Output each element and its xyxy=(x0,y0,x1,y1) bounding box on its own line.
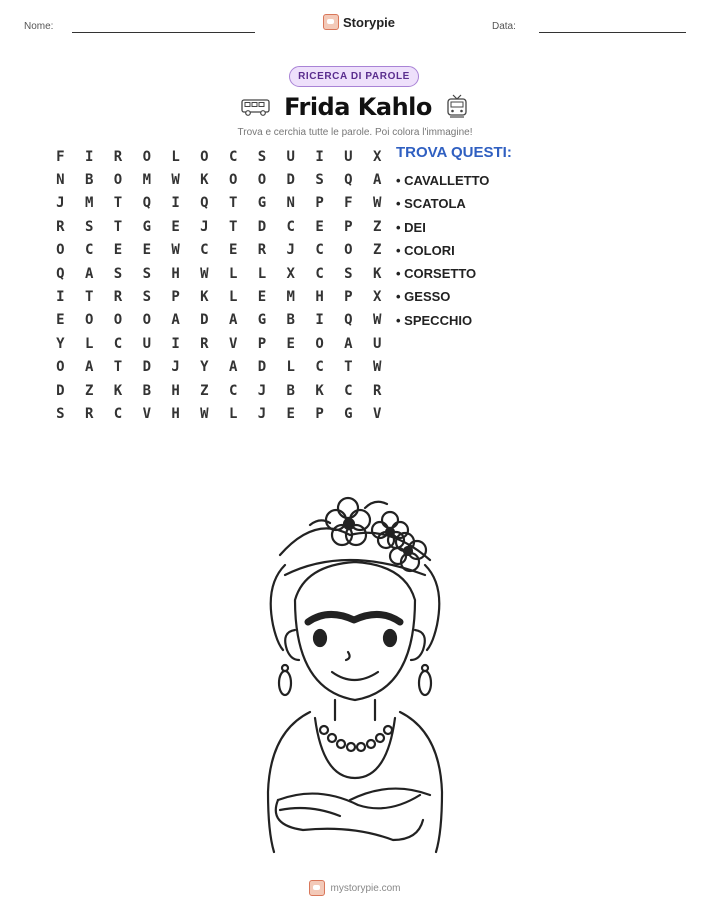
grid-letter[interactable]: G xyxy=(257,312,267,329)
word-search-grid[interactable] xyxy=(46,145,392,426)
grid-letter[interactable]: Z xyxy=(372,218,382,235)
grid-letter[interactable]: U xyxy=(142,335,151,352)
grid-letter[interactable]: S xyxy=(142,265,151,282)
grid-letter[interactable]: W xyxy=(171,172,180,189)
word-item: • DEI xyxy=(396,219,426,235)
grid-letter[interactable]: S xyxy=(257,148,267,165)
title-row xyxy=(240,92,470,122)
grid-letter[interactable]: B xyxy=(142,382,151,399)
grid-letter[interactable]: C xyxy=(344,382,353,399)
grid-row xyxy=(46,262,392,285)
grid-row xyxy=(46,309,392,332)
grid-letter[interactable]: Z xyxy=(372,242,382,259)
grid-letter[interactable]: O xyxy=(315,335,324,352)
grid-letter[interactable]: M xyxy=(84,195,94,212)
find-title: TROVA QUESTI: xyxy=(396,144,512,161)
grid-letter[interactable]: R xyxy=(84,405,94,422)
frida-kahlo-illustration xyxy=(240,480,470,860)
brand-name: Storypie xyxy=(343,14,396,30)
grid-letter[interactable]: I xyxy=(56,289,65,306)
grid-letter[interactable]: C xyxy=(315,359,324,376)
grid-letter[interactable]: A xyxy=(84,359,94,376)
grid-letter[interactable]: C xyxy=(286,218,295,235)
grid-letter[interactable]: I xyxy=(84,148,94,165)
grid-letter[interactable]: W xyxy=(372,312,382,329)
grid-letter[interactable]: Z xyxy=(84,382,94,399)
grid-row xyxy=(46,332,392,355)
grid-letter[interactable]: C xyxy=(84,242,94,259)
grid-letter[interactable]: D xyxy=(200,312,209,329)
grid-letter[interactable]: E xyxy=(56,312,65,329)
grid-letter[interactable]: R xyxy=(257,242,267,259)
grid-letter[interactable]: U xyxy=(286,148,295,165)
grid-letter[interactable]: J xyxy=(286,242,295,259)
grid-letter[interactable]: S xyxy=(344,265,353,282)
grid-letter[interactable]: S xyxy=(84,218,94,235)
grid-letter[interactable]: E xyxy=(228,242,238,259)
grid-letter[interactable]: O xyxy=(56,242,65,259)
grid-letter[interactable]: L xyxy=(228,265,238,282)
grid-letter[interactable]: E xyxy=(171,218,180,235)
grid-letter[interactable]: C xyxy=(200,242,209,259)
grid-letter[interactable]: G xyxy=(344,405,353,422)
grid-letter[interactable]: B xyxy=(286,312,295,329)
grid-letter[interactable]: O xyxy=(84,312,94,329)
name-line[interactable] xyxy=(72,32,255,33)
grid-letter[interactable]: D xyxy=(257,359,267,376)
grid-letter[interactable]: N xyxy=(56,172,65,189)
grid-row xyxy=(46,192,392,215)
grid-letter[interactable]: H xyxy=(171,265,180,282)
grid-letter[interactable]: T xyxy=(84,289,94,306)
grid-letter[interactable]: A xyxy=(228,359,238,376)
grid-letter[interactable]: V xyxy=(142,405,151,422)
grid-letter[interactable]: I xyxy=(315,312,324,329)
grid-letter[interactable]: L xyxy=(84,335,94,352)
footer xyxy=(300,880,410,896)
grid-letter[interactable]: C xyxy=(315,265,324,282)
grid-letter[interactable]: I xyxy=(171,195,180,212)
date-label: Data: xyxy=(492,21,516,32)
grid-letter[interactable]: E xyxy=(315,218,324,235)
grid-letter[interactable]: W xyxy=(171,242,180,259)
word-item: • SCATOLA xyxy=(396,196,466,212)
grid-letter[interactable]: E xyxy=(257,289,267,306)
grid-letter[interactable]: K xyxy=(200,172,209,189)
grid-letter[interactable]: O xyxy=(200,148,209,165)
grid-letter[interactable]: J xyxy=(257,405,267,422)
bus-icon xyxy=(240,96,272,118)
grid-letter[interactable]: G xyxy=(257,195,267,212)
grid-letter[interactable]: I xyxy=(171,335,180,352)
grid-letter[interactable]: C xyxy=(228,148,238,165)
grid-letter[interactable]: Q xyxy=(200,195,209,212)
grid-letter[interactable]: T xyxy=(228,218,238,235)
grid-letter[interactable]: W xyxy=(372,359,382,376)
grid-letter[interactable]: C xyxy=(228,382,238,399)
grid-letter[interactable]: P xyxy=(344,289,353,306)
grid-letter[interactable]: U xyxy=(372,335,382,352)
grid-letter[interactable]: J xyxy=(200,218,209,235)
grid-letter[interactable]: O xyxy=(113,312,123,329)
grid-row xyxy=(46,285,392,308)
storypie-logo-icon xyxy=(323,14,339,30)
grid-letter[interactable]: E xyxy=(286,335,295,352)
grid-letter[interactable]: H xyxy=(315,289,324,306)
grid-letter[interactable]: O xyxy=(228,172,238,189)
grid-letter[interactable]: X xyxy=(372,148,382,165)
grid-letter[interactable]: O xyxy=(257,172,267,189)
grid-letter[interactable]: D xyxy=(142,359,151,376)
grid-letter[interactable]: P xyxy=(315,195,324,212)
grid-letter[interactable]: D xyxy=(257,218,267,235)
grid-letter[interactable]: L xyxy=(228,405,238,422)
grid-letter[interactable]: S xyxy=(142,289,151,306)
grid-letter[interactable]: T xyxy=(113,359,123,376)
grid-letter[interactable]: A xyxy=(84,265,94,282)
grid-letter[interactable]: K xyxy=(372,265,382,282)
instructions: Trova e cerchia tutte le parole. Poi colora l'immagine! xyxy=(237,127,473,138)
grid-row xyxy=(46,145,392,168)
grid-letter[interactable]: H xyxy=(171,405,180,422)
name-label: Nome: xyxy=(24,21,54,32)
grid-letter[interactable]: L xyxy=(286,359,295,376)
grid-letter[interactable]: Z xyxy=(200,382,209,399)
grid-letter[interactable]: E xyxy=(142,242,151,259)
grid-letter[interactable]: J xyxy=(171,359,180,376)
grid-row xyxy=(46,402,392,425)
grid-letter[interactable]: P xyxy=(344,218,353,235)
grid-letter[interactable]: W xyxy=(200,265,209,282)
grid-letter[interactable]: C xyxy=(113,335,123,352)
category-badge: RICERCA DI PAROLE xyxy=(289,66,419,87)
grid-letter[interactable]: E xyxy=(113,242,123,259)
grid-letter[interactable]: T xyxy=(344,359,353,376)
grid-letter[interactable]: O xyxy=(113,172,123,189)
grid-letter[interactable]: A xyxy=(344,335,353,352)
grid-letter[interactable]: A xyxy=(372,172,382,189)
grid-letter[interactable]: C xyxy=(113,405,123,422)
grid-letter[interactable]: S xyxy=(56,405,65,422)
grid-letter[interactable]: S xyxy=(315,172,324,189)
word-item: • GESSO xyxy=(396,289,451,305)
grid-letter[interactable]: D xyxy=(56,382,65,399)
grid-letter[interactable]: O xyxy=(344,242,353,259)
word-item: • SPECCHIO xyxy=(396,312,473,328)
grid-letter[interactable]: B xyxy=(286,382,295,399)
grid-letter[interactable]: J xyxy=(257,382,267,399)
grid-letter[interactable]: U xyxy=(344,148,353,165)
grid-letter[interactable]: L xyxy=(171,148,180,165)
grid-letter[interactable]: R xyxy=(200,335,209,352)
page-title: Frida Kahlo xyxy=(284,93,432,121)
grid-letter[interactable]: N xyxy=(286,195,295,212)
grid-letter[interactable]: R xyxy=(56,218,65,235)
grid-letter[interactable]: Q xyxy=(142,195,151,212)
word-item: • COLORI xyxy=(396,242,455,258)
grid-letter[interactable]: K xyxy=(200,289,209,306)
word-item: • CORSETTO xyxy=(396,266,477,282)
grid-letter[interactable]: F xyxy=(56,148,65,165)
grid-letter[interactable]: D xyxy=(286,172,295,189)
grid-letter[interactable]: O xyxy=(142,312,151,329)
grid-letter[interactable]: T xyxy=(113,218,123,235)
grid-letter[interactable]: B xyxy=(84,172,94,189)
grid-letter[interactable]: S xyxy=(113,265,123,282)
grid-letter[interactable]: R xyxy=(113,148,123,165)
grid-letter[interactable]: V xyxy=(372,405,382,422)
word-list xyxy=(396,170,489,333)
grid-letter[interactable]: A xyxy=(228,312,238,329)
grid-letter[interactable]: P xyxy=(171,289,180,306)
word-item: • CAVALLETTO xyxy=(396,173,490,188)
grid-letter[interactable]: G xyxy=(142,218,151,235)
date-line[interactable] xyxy=(539,32,686,33)
grid-letter[interactable]: C xyxy=(315,242,324,259)
footer-url[interactable]: mystorypie.com xyxy=(330,882,401,894)
grid-letter[interactable]: K xyxy=(315,382,324,399)
grid-letter[interactable]: X xyxy=(286,265,295,282)
grid-row xyxy=(46,168,392,191)
grid-row xyxy=(46,356,392,379)
grid-letter[interactable]: R xyxy=(113,289,123,306)
grid-letter[interactable]: Q xyxy=(344,312,353,329)
grid-letter[interactable]: W xyxy=(200,405,209,422)
grid-row xyxy=(46,239,392,262)
grid-row xyxy=(46,379,392,402)
brand-logo xyxy=(323,14,395,30)
grid-letter[interactable]: Y xyxy=(200,359,209,376)
storypie-logo-icon xyxy=(309,880,325,896)
grid-letter[interactable]: P xyxy=(315,405,324,422)
grid-letter[interactable]: Y xyxy=(56,335,65,352)
grid-letter[interactable]: K xyxy=(113,382,123,399)
grid-letter[interactable]: O xyxy=(142,148,151,165)
grid-letter[interactable]: T xyxy=(228,195,238,212)
grid-letter[interactable]: E xyxy=(286,405,295,422)
grid-letter[interactable]: W xyxy=(372,195,382,212)
grid-letter[interactable]: J xyxy=(56,195,65,212)
grid-letter[interactable]: H xyxy=(171,382,180,399)
grid-letter[interactable]: L xyxy=(257,265,267,282)
grid-letter[interactable]: O xyxy=(56,359,65,376)
necklace xyxy=(320,726,392,751)
grid-letter[interactable]: M xyxy=(286,289,295,306)
tram-icon xyxy=(444,94,470,120)
grid-letter[interactable]: F xyxy=(344,195,353,212)
grid-letter[interactable]: P xyxy=(257,335,267,352)
grid-letter[interactable]: L xyxy=(228,289,238,306)
grid-row xyxy=(46,215,392,238)
grid-letter[interactable]: X xyxy=(372,289,382,306)
grid-letter[interactable]: Q xyxy=(56,265,65,282)
grid-letter[interactable]: T xyxy=(113,195,123,212)
grid-letter[interactable]: Q xyxy=(344,172,353,189)
grid-letter[interactable]: A xyxy=(171,312,180,329)
grid-letter[interactable]: R xyxy=(372,382,382,399)
grid-letter[interactable]: M xyxy=(142,172,151,189)
grid-letter[interactable]: V xyxy=(228,335,238,352)
grid-letter[interactable]: I xyxy=(315,148,324,165)
